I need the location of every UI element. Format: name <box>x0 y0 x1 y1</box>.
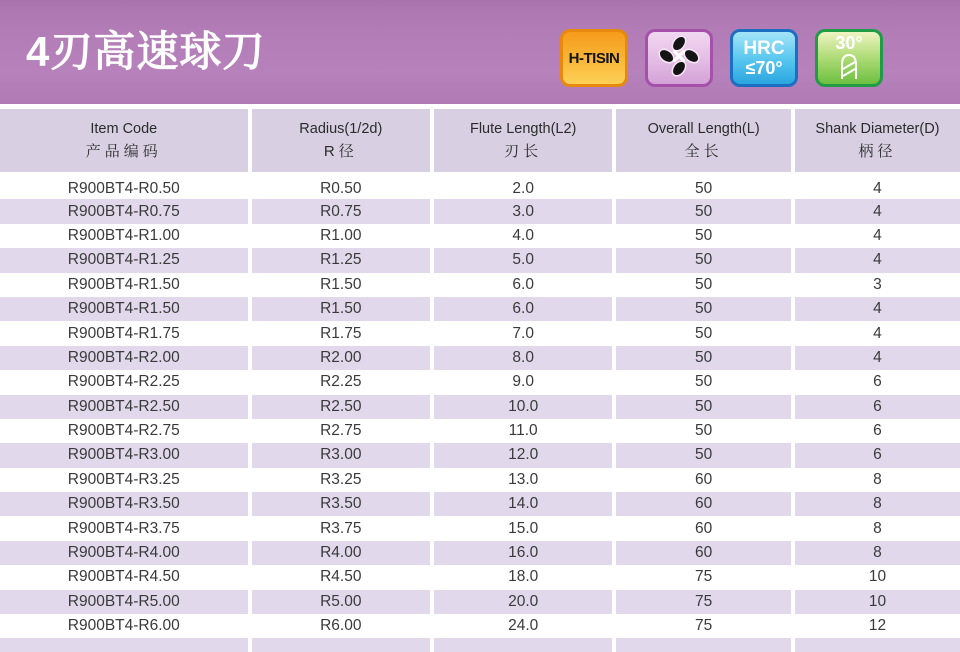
table-row <box>0 516 960 540</box>
four-flute-fan-icon <box>657 34 701 82</box>
table-cell: R900BT4-R1.00 <box>67 226 180 244</box>
table-cell: 4 <box>793 199 960 223</box>
table-row <box>0 419 960 443</box>
page-title: 4刃高速球刀 <box>26 28 266 75</box>
table-cell <box>250 638 432 652</box>
ball-nose-helix-icon <box>834 52 864 84</box>
table-cell: 60 <box>614 516 793 540</box>
table-cell: 11.0 <box>432 419 614 443</box>
table-cell: R900BT4-R6.00 <box>67 617 180 635</box>
table-cell: 10 <box>793 565 960 589</box>
hardness-badge <box>730 29 798 87</box>
table-cell: R900BT4-R3.00 <box>0 443 250 467</box>
coating-badge <box>560 29 628 87</box>
table-cell: 6 <box>793 419 960 443</box>
table-cell: 10 <box>793 590 960 614</box>
table-body <box>0 175 960 652</box>
table-cell: R900BT4-R1.50 <box>0 297 250 321</box>
table-cell: 75 <box>614 614 793 638</box>
table-cell: R900BT4-R3.25 <box>67 470 180 488</box>
table-row <box>0 590 960 614</box>
table-row <box>0 248 960 272</box>
table-cell: R3.50 <box>250 492 432 516</box>
table-cell: 6 <box>793 395 960 419</box>
table-cell: 2.0 <box>432 175 614 199</box>
column-header-item-code <box>0 109 250 175</box>
table-cell: R900BT4-R2.50 <box>0 395 250 419</box>
table-cell: 50 <box>614 443 793 467</box>
column-header-zh: 刃长 <box>504 142 543 160</box>
column-header-overall-length <box>614 109 793 175</box>
table-cell: R0.75 <box>250 199 432 223</box>
table-cell: 12 <box>793 614 960 638</box>
table-cell: 8 <box>793 492 960 516</box>
table-cell: R2.50 <box>250 395 432 419</box>
table-cell: R1.50 <box>250 273 432 297</box>
table-cell: 75 <box>614 590 793 614</box>
table-cell: R900BT4-R2.00 <box>0 346 250 370</box>
table-cell: R900BT4-R1.75 <box>67 324 180 342</box>
column-header-zh: 产品编码 <box>85 142 162 160</box>
table-cell: R900BT4-R1.25 <box>0 248 250 272</box>
table-cell <box>0 638 250 652</box>
table-cell: 8 <box>793 516 960 540</box>
table-cell: 4 <box>793 346 960 370</box>
table-cell: 7.0 <box>432 321 614 345</box>
table-cell: R900BT4-R1.50 <box>67 275 180 293</box>
table-cell: R900BT4-R5.00 <box>0 590 250 614</box>
column-header-en: Overall Length(L) <box>647 120 760 137</box>
table-row <box>0 370 960 394</box>
table-cell: R2.75 <box>250 419 432 443</box>
table-cell: 50 <box>614 419 793 443</box>
table-row <box>0 224 960 248</box>
table-cell: 24.0 <box>432 614 614 638</box>
table-cell: R1.25 <box>250 248 432 272</box>
table-cell: R900BT4-R3.50 <box>0 492 250 516</box>
table-row <box>0 273 960 297</box>
table-cell: 50 <box>614 395 793 419</box>
column-header-radius <box>250 109 432 175</box>
table-cell: 4 <box>793 175 960 199</box>
table-cell: 50 <box>614 297 793 321</box>
table-cell: R2.25 <box>250 370 432 394</box>
page-banner <box>0 0 960 104</box>
table-cell: 3.0 <box>432 199 614 223</box>
table-cell: R0.50 <box>250 175 432 199</box>
table-cell: R900BT4-R2.75 <box>67 422 180 440</box>
table-row <box>0 395 960 419</box>
coating-badge-label: H-TISIN <box>568 49 620 67</box>
table-cell: R900BT4-R2.25 <box>67 373 180 391</box>
table-cell: 50 <box>614 199 793 223</box>
table-cell: 4 <box>793 224 960 248</box>
table-cell: R1.50 <box>250 297 432 321</box>
table-cell: 6.0 <box>432 273 614 297</box>
table-cell: 10.0 <box>432 395 614 419</box>
table-cell: 8 <box>793 541 960 565</box>
table-cell: 50 <box>614 370 793 394</box>
table-cell: 16.0 <box>432 541 614 565</box>
table-cell <box>614 638 793 652</box>
table-row <box>0 297 960 321</box>
table-cell: 20.0 <box>432 590 614 614</box>
table-cell: R6.00 <box>250 614 432 638</box>
table-cell: 50 <box>614 273 793 297</box>
table-cell: 6 <box>793 370 960 394</box>
table-cell: R4.50 <box>250 565 432 589</box>
table-cell: 50 <box>614 248 793 272</box>
table-cell: 75 <box>614 565 793 589</box>
table-cell: R900BT4-R4.00 <box>0 541 250 565</box>
table-cell: 8 <box>793 468 960 492</box>
table-cell: 6.0 <box>432 297 614 321</box>
table-cell: 4 <box>793 248 960 272</box>
table-cell: 50 <box>614 175 793 199</box>
table-cell: 60 <box>614 468 793 492</box>
table-cell: 5.0 <box>432 248 614 272</box>
table-row <box>0 468 960 492</box>
table-row <box>0 492 960 516</box>
column-header-en: Radius(1/2d) <box>299 120 383 137</box>
column-header-en: Shank Diameter(D) <box>815 120 940 137</box>
table-row <box>0 175 960 199</box>
spec-table <box>0 109 960 652</box>
table-row <box>0 199 960 223</box>
column-header-zh: 全长 <box>684 142 723 160</box>
table-cell: 50 <box>614 224 793 248</box>
table-cell: R3.25 <box>250 468 432 492</box>
hardness-badge-line1: HRC <box>743 38 785 59</box>
helix-angle-badge-label: 30° <box>835 32 863 53</box>
table-cell: 13.0 <box>432 468 614 492</box>
column-header-flute-length <box>432 109 614 175</box>
table-row <box>0 614 960 638</box>
table-cell: 18.0 <box>432 565 614 589</box>
table-cell: R900BT4-R0.75 <box>0 199 250 223</box>
table-cell: R1.75 <box>250 321 432 345</box>
column-header-zh: 柄径 <box>858 142 897 160</box>
table-cell: R4.00 <box>250 541 432 565</box>
table-cell <box>793 638 960 652</box>
table-cell: 6 <box>793 443 960 467</box>
table-cell: R2.00 <box>250 346 432 370</box>
badge-row <box>560 29 883 87</box>
table-cell: R900BT4-R3.75 <box>67 519 180 537</box>
table-cell: 3 <box>793 273 960 297</box>
table-row <box>0 638 960 652</box>
table-cell: R3.75 <box>250 516 432 540</box>
spec-table-header <box>0 109 960 175</box>
table-cell: R1.00 <box>250 224 432 248</box>
table-cell: 12.0 <box>432 443 614 467</box>
table-cell: 4.0 <box>432 224 614 248</box>
column-header-en: Flute Length(L2) <box>469 120 577 137</box>
table-cell: 14.0 <box>432 492 614 516</box>
table-cell: R5.00 <box>250 590 432 614</box>
table-cell: 8.0 <box>432 346 614 370</box>
column-header-zh: R径 <box>323 142 358 160</box>
helix-angle-badge <box>815 29 883 87</box>
hardness-badge-line2: ≤70° <box>745 58 783 78</box>
table-cell: 9.0 <box>432 370 614 394</box>
table-cell: R3.00 <box>250 443 432 467</box>
table-cell: R900BT4-R4.50 <box>67 568 180 586</box>
table-cell <box>432 638 614 652</box>
table-cell: R900BT4-R0.50 <box>67 179 180 197</box>
table-cell: 50 <box>614 321 793 345</box>
table-cell: 60 <box>614 541 793 565</box>
table-row <box>0 443 960 467</box>
four-flute-badge <box>645 29 713 87</box>
column-header-en: Item Code <box>90 120 158 137</box>
table-cell: 15.0 <box>432 516 614 540</box>
table-cell: 60 <box>614 492 793 516</box>
table-row <box>0 565 960 589</box>
table-row <box>0 541 960 565</box>
table-cell: 50 <box>614 346 793 370</box>
table-row <box>0 321 960 345</box>
column-header-shank-diameter <box>793 109 960 175</box>
table-cell: 4 <box>793 321 960 345</box>
table-row <box>0 346 960 370</box>
table-cell: 4 <box>793 297 960 321</box>
